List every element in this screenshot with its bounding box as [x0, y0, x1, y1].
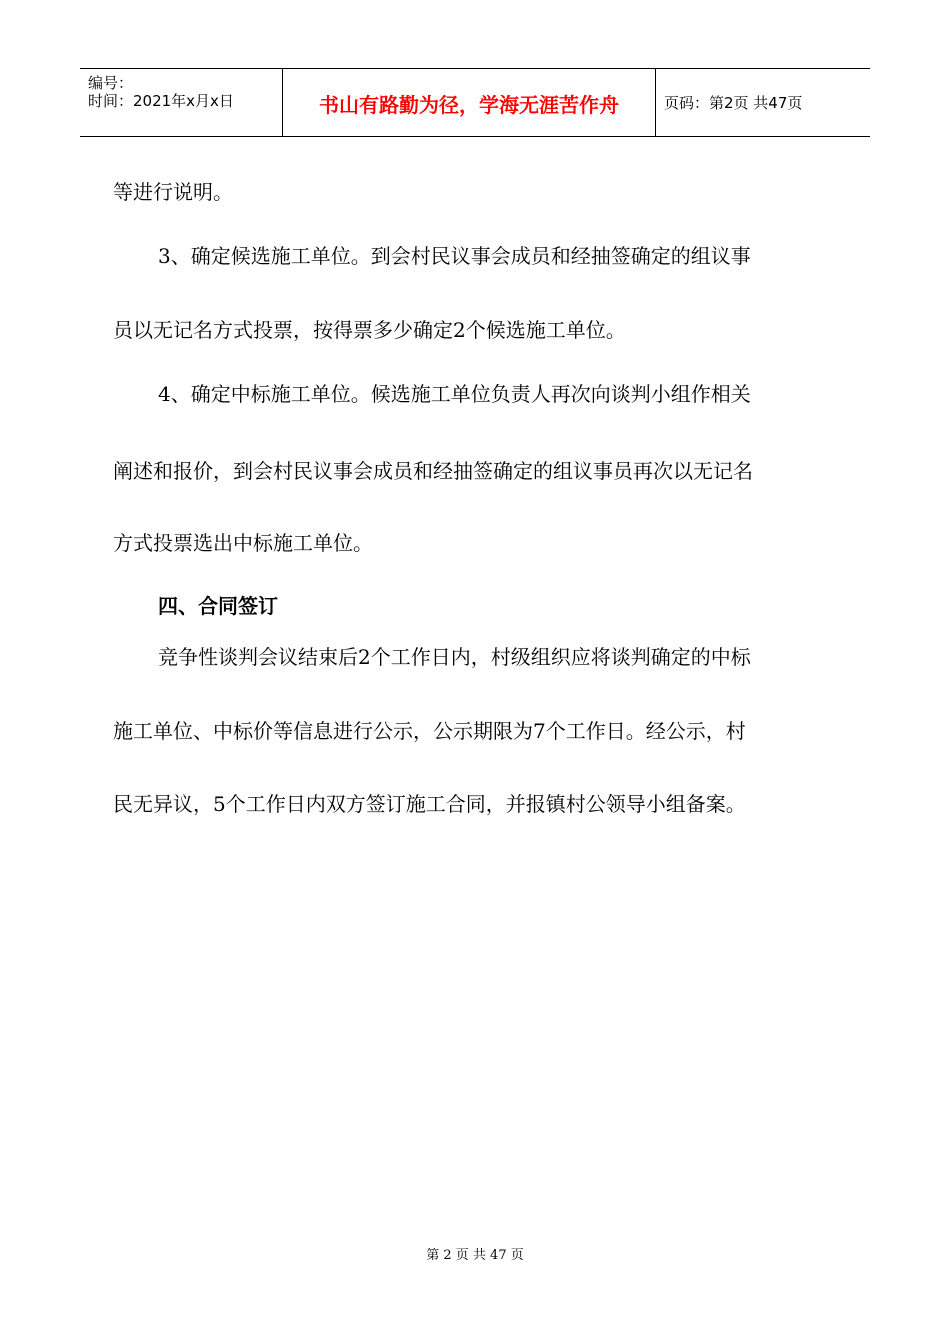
body-line: 3、确定候选施工单位。到会村民议事会成员和经抽签确定的组议事	[158, 244, 751, 268]
page-header	[80, 68, 870, 137]
header-page-cell	[656, 69, 870, 136]
header-page-number: 页码：第2页 共47页	[664, 94, 803, 112]
body-line: 4、确定中标施工单位。候选施工单位负责人再次向谈判小组作相关	[158, 382, 751, 406]
body-line: 员以无记名方式投票，按得票多少确定2个候选施工单位。	[113, 318, 626, 342]
document-number-label: 编号：	[88, 74, 134, 92]
body-line: 施工单位、中标价等信息进行公示，公示期限为7个工作日。经公示，村	[113, 719, 746, 743]
header-motto: 书山有路勤为径，学海无涯苦作舟	[319, 93, 619, 117]
page-footer: 第 2 页 共 47 页	[426, 1248, 524, 1263]
document-date-label: 时间：2021年x月x日	[88, 92, 234, 110]
header-motto-cell	[282, 69, 656, 136]
body-line: 等进行说明。	[113, 180, 233, 204]
body-line: 民无异议，5个工作日内双方签订施工合同，并报镇村公领导小组备案。	[113, 792, 746, 816]
section-heading: 四、合同签订	[158, 594, 278, 618]
body-line: 阐述和报价，到会村民议事会成员和经抽签确定的组议事员再次以无记名	[113, 459, 753, 483]
header-info-cell	[80, 69, 282, 136]
body-line: 竞争性谈判会议结束后2个工作日内，村级组织应将谈判确定的中标	[158, 645, 751, 669]
body-line: 方式投票选出中标施工单位。	[113, 531, 373, 555]
